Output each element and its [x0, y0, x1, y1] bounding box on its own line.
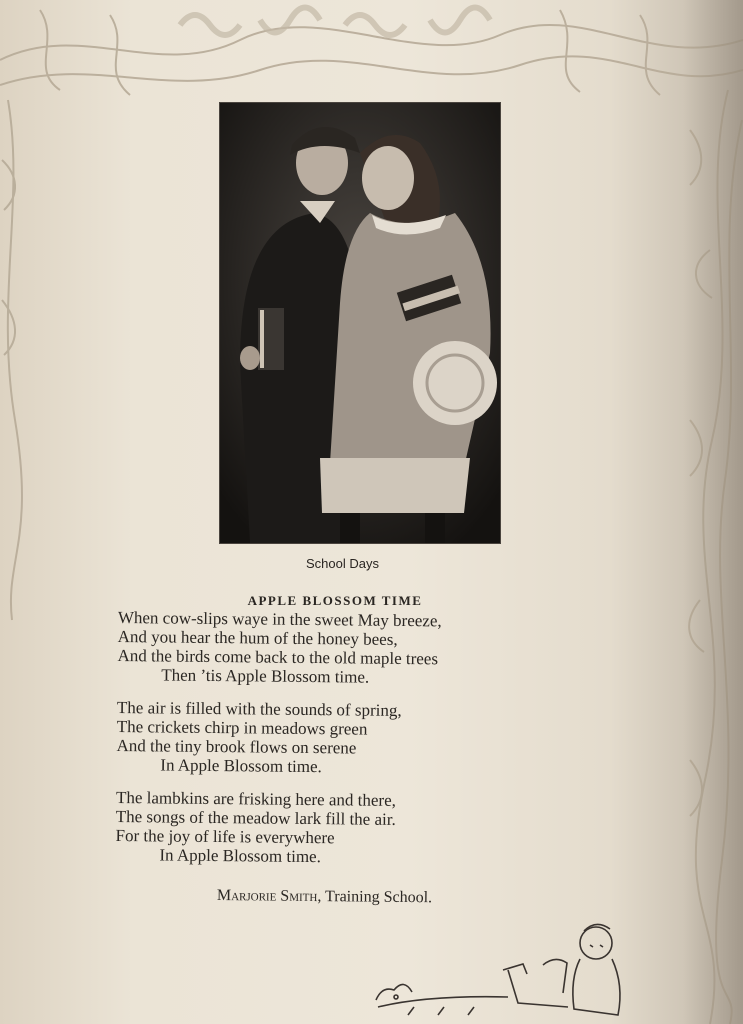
poem-line: The air is filled with the sounds of spring,: [116, 697, 402, 720]
author-affiliation: , Training School.: [317, 888, 433, 907]
poem-line: In Apple Blossom time.: [159, 845, 322, 867]
photo-image: [220, 103, 500, 543]
poem-line: And the birds come back to the old maple trees: [117, 645, 439, 669]
poem-body: [115, 608, 588, 883]
poem-line: The songs of the meadow lark fill the air.: [115, 806, 396, 829]
poem-line: In Apple Blossom time.: [160, 755, 322, 777]
author-name: Marjorie Smith: [216, 887, 318, 906]
poem-line: Then ’tis Apple Blossom time.: [161, 665, 370, 687]
stanza-1: [117, 608, 588, 689]
stanza-2: [116, 698, 587, 779]
poem-line: For the joy of life is everywhere: [115, 825, 335, 848]
photo-caption: School Days: [306, 556, 379, 571]
poem-title: APPLE BLOSSOM TIME: [247, 593, 423, 608]
page-shadow: [683, 0, 743, 1024]
poem-line: When cow-slips waуe in the sweet May breeze,: [117, 608, 442, 631]
poem-line: The lambkins are frisking here and there,: [115, 787, 397, 810]
poem-line: And you hear the hum of the honey bees,: [117, 626, 398, 649]
poem-author: [217, 887, 557, 909]
cartoon-sketch: [368, 915, 628, 1024]
poem-line: And the tiny brook flows on serene: [116, 735, 357, 758]
stanza-3: [115, 788, 586, 869]
poem-line: The crickets chirp in meadows green: [116, 716, 368, 739]
school-days-photo: [220, 103, 500, 543]
